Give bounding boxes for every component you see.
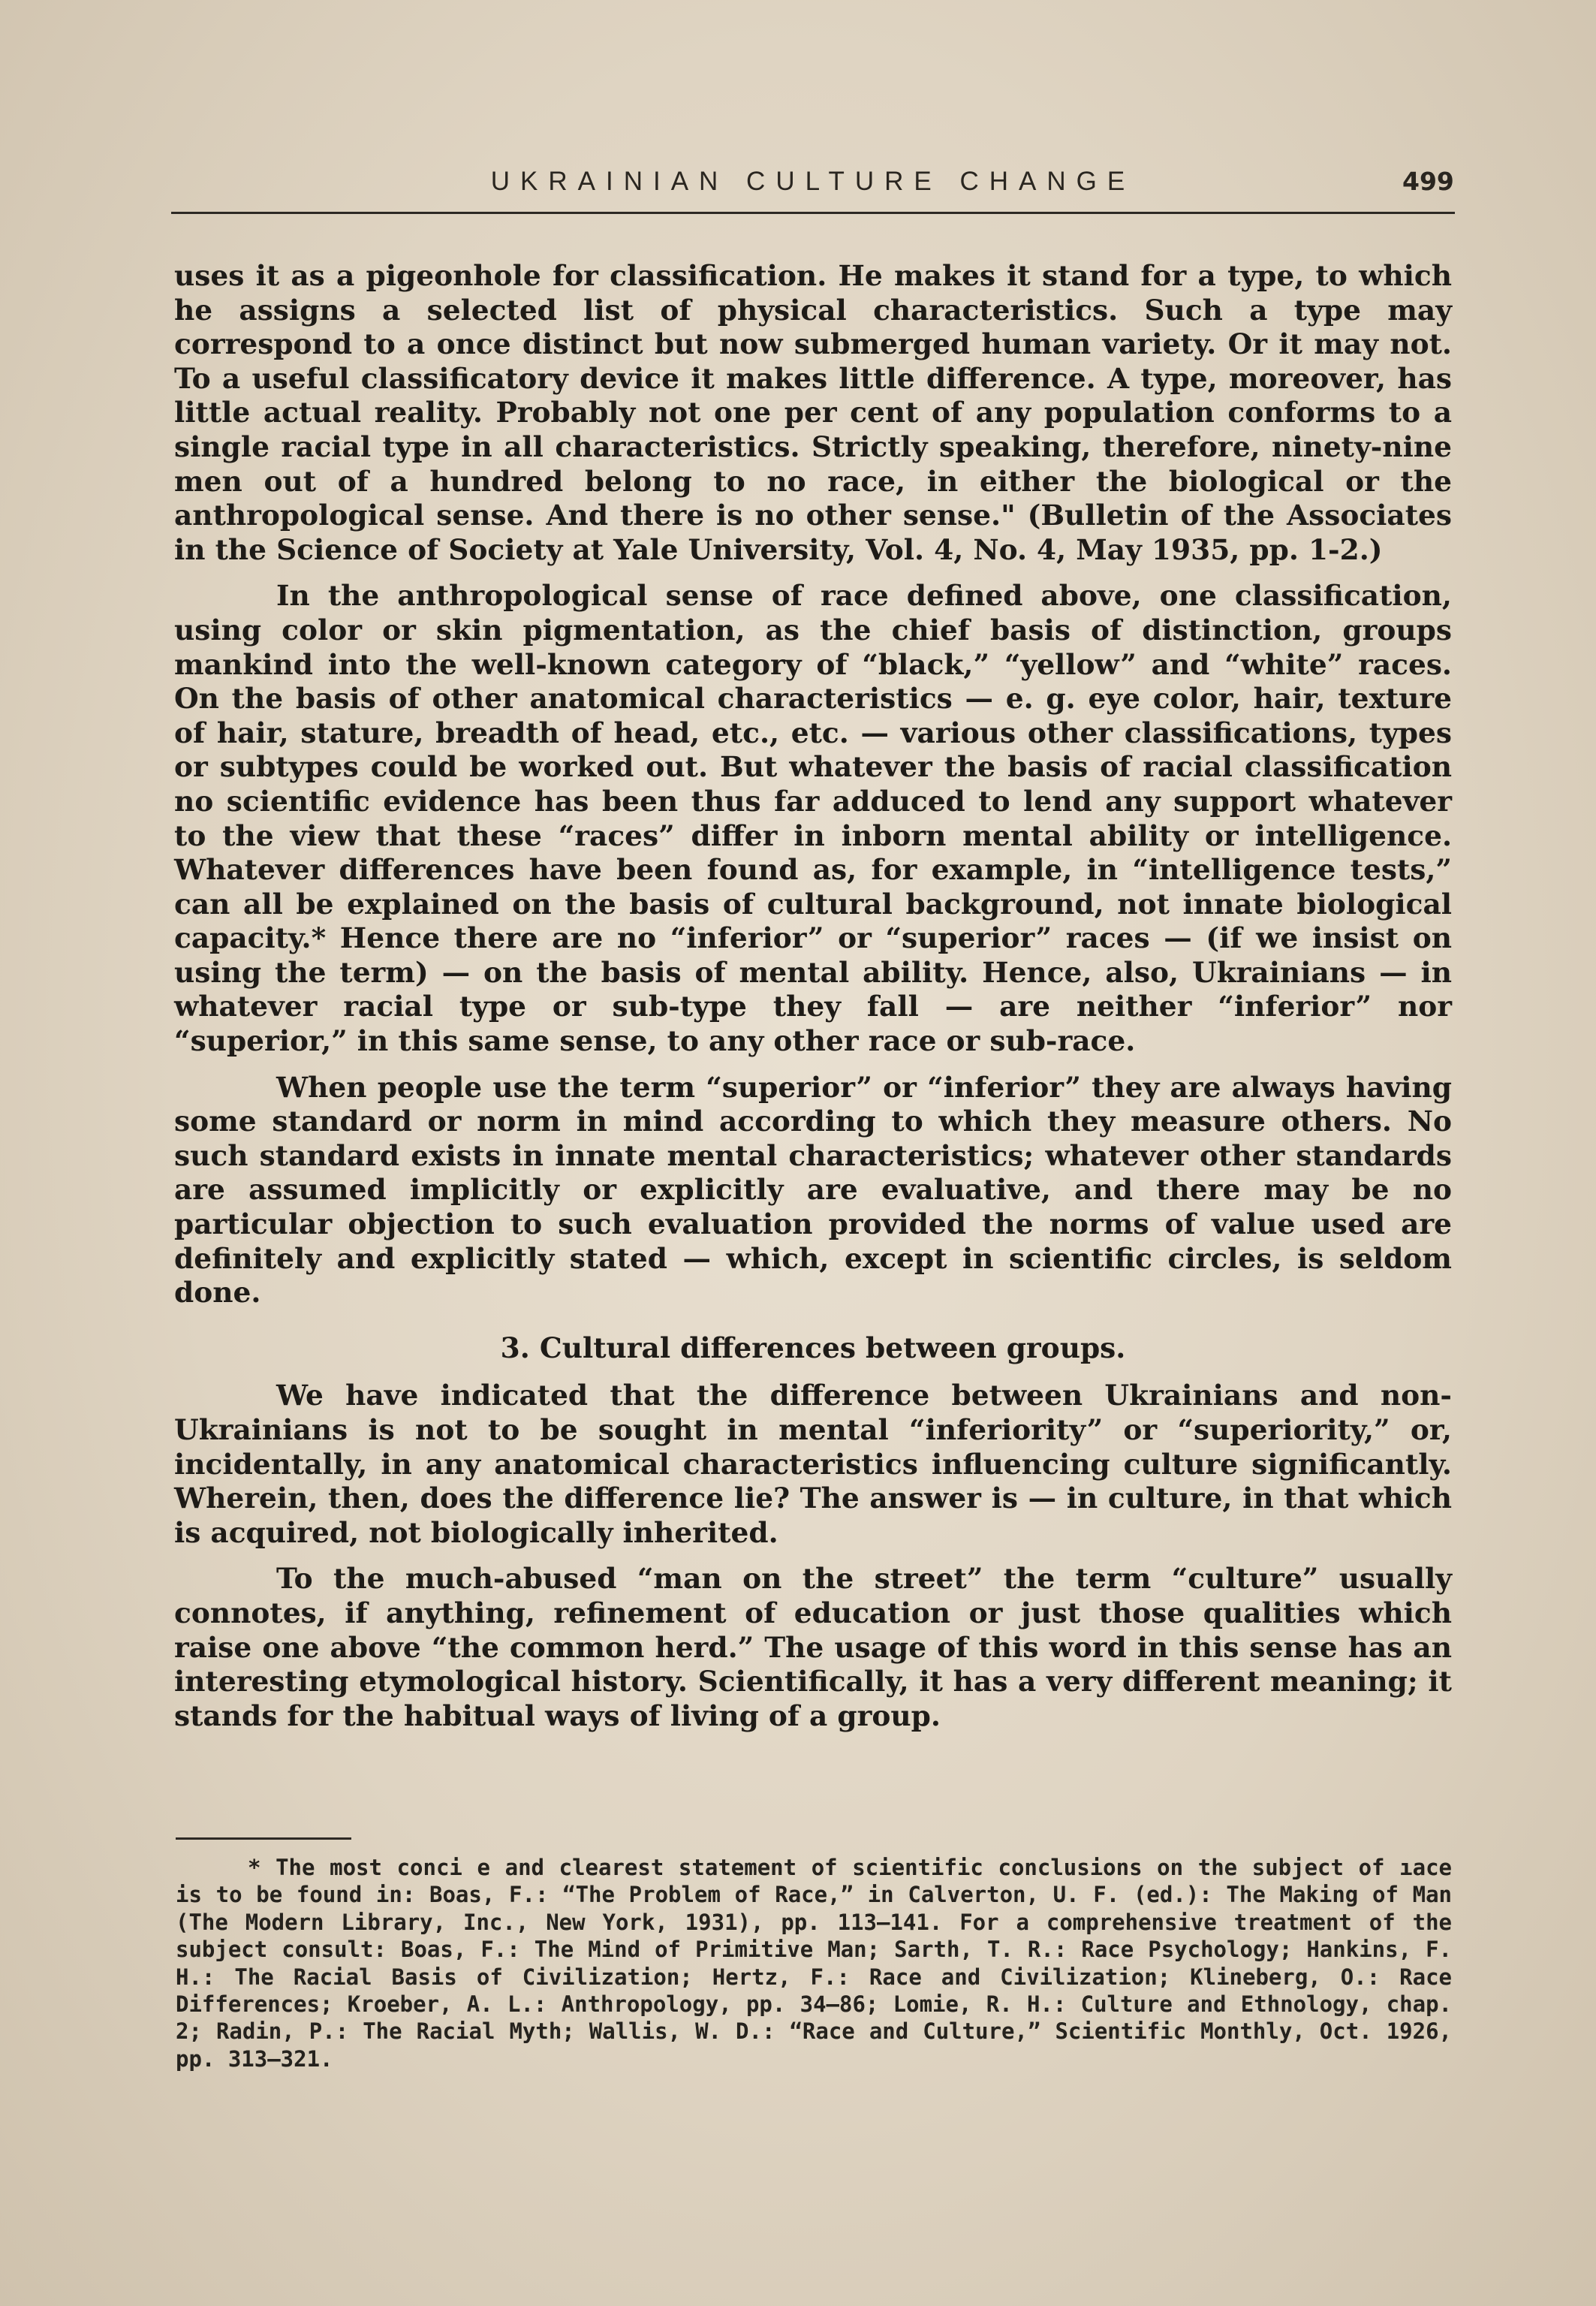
section-heading: 3. Cultural differences between groups. — [500, 1331, 1126, 1364]
footnote — [176, 1854, 1452, 2072]
page-number: 499 — [1402, 167, 1454, 196]
footnote-text: * The most conci e and clearest statement of scientific conclusions on the subject of ıace is to be found in: Boas, F.: “The Problem of Race,” in Calverton, U. F. (ed.): The Making of Man (The Modern Library, Inc., New York, 1931), pp. 113—141. For a comprehensive treatment of the subject consult: Boas, F.: The Mind of Primitive Man; Sarth, T. R.: Race Psychology; Hankins, F. H.: The Racial Basis of Civilization; Hertz, F.: Race and Civilization; Klineberg, O.: Race Differences; Kroeber, A. L.: Anthropology, pp. 34—86; Lomie, R. H.: Culture and Ethnology, chap. 2; Radin, P.: The Racial Myth; Wallis, W. D.: “Race and Culture,” Scientific Monthly, Oct. 1926, pp. 313—321. — [176, 1855, 1452, 2072]
paragraph-5: To the much-abused “man on the street” the term “culture” usually connotes, if anything, refinement of education or just those qualities which raise one above “the common herd.” The usage of this word in this sense has an interesting etymological history. Scientifically, it has a very different meaning; it stands for the habitual ways of living of a group. — [174, 1562, 1452, 1732]
paragraph-3: When people use the term “superior” or “inferior” they are always having some standard or norm in mind according to which they measure others. No such standard exists in innate mental characteristics; whatever other standards are assumed implicitly or explicitly are evaluative, and there may be no particular objection to such evaluation provided the norms of value used are definitely and explicitly stated — which, except in scientific circles, is seldom done. — [174, 1070, 1452, 1310]
running-title: UKRAINIAN CULTURE CHANGE — [490, 167, 1136, 196]
paragraph-1: uses it as a pigeonhole for classification. He makes it stand for a type, to which he assigns a selected list of physical characteristics. Such a type may correspond to a once distinct but now submerged human variety. Or it may not. To a useful classificatory device it makes little difference. A type, moreover, has little actual reality. Probably not one per cent of any population conforms to a single racial type in all characteristics. Strictly speaking, therefore, ninety-nine men out of a hundred belong to no race, in either the biological or the anthropological sense. And there is no other sense." (Bulletin of the Associates in the Science of Society at Yale University, Vol. 4, No. 4, May 1935, pp. 1-2.) — [174, 259, 1452, 566]
body-text — [174, 259, 1452, 1733]
footnote-rule — [176, 1837, 351, 1840]
paragraph-2: In the anthropological sense of race defined above, one classification, using color or skin pigmentation, as the chief basis of distinction, groups mankind into the well-known category of “black,” “yellow” and “white” races. On the basis of other anatomical characteristics — e. g. eye color, hair, texture of hair, stature, breadth of head, etc., etc. — various other classifications, types or subtypes could be worked out. But whatever the basis of racial classification no scientific evidence has been thus far adduced to lend any support whatever to the view that these “races” differ in inborn mental ability or intelligence. Whatever differences have been found as, for example, in “intelligence tests,” can all be explained on the basis of cultural background, not innate biological capacity.* Hence there are no “inferior” or “superior” races — (if we insist on using the term) — on the basis of mental ability. Hence, also, Ukrainians — in whatever racial type or sub-type they fall — are neither “inferior” nor “superior,” in this same sense, to any other race or sub-race. — [174, 579, 1452, 1058]
header-rule — [171, 212, 1455, 214]
paragraph-4: We have indicated that the difference between Ukrainians and non-Ukrainians is not to be sought in mental “inferiority” or “superiority,” or, incidentally, in any anatomical characteristics influencing culture significantly. Wherein, then, does the difference lie? The answer is — in culture, in that which is acquired, not biologically inherited. — [174, 1379, 1452, 1549]
